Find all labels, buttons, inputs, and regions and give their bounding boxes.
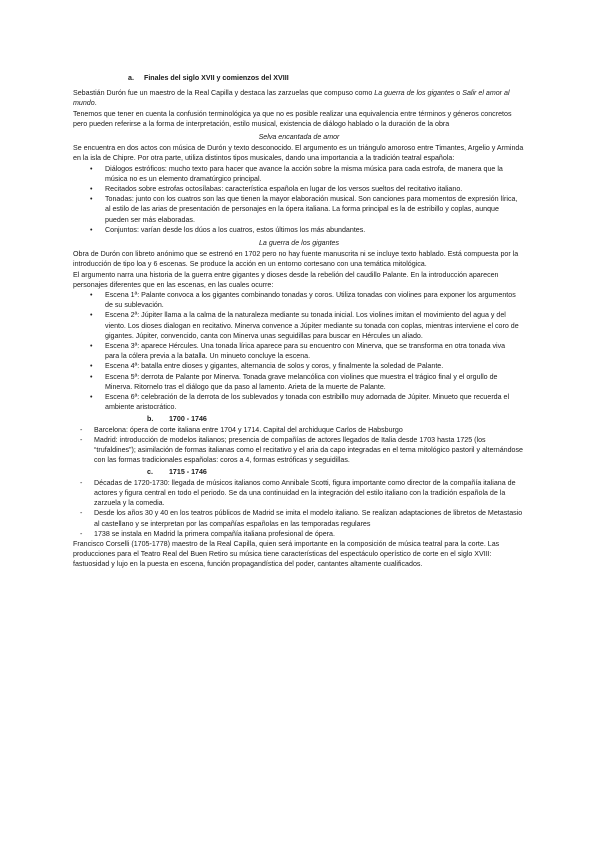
list-item: - Barcelona: ópera de corte italiana entre 1704 y 1714. Capital del archiduque Carlos de Habsburgo xyxy=(73,425,525,435)
selva-paragraph: Se encuentra en dos actos con música de Durón y texto desconocido. El argumento es un triángulo amoroso entre Timantes, Argelio y Arminda en la isla de Chipre. Por otra parte, utiliza distintos tipos musicales, dando una importancia a la tradición teatral española: xyxy=(73,144,524,163)
list-item: - Décadas de 1720-1730: llegada de músicos italianos como Annibale Scotti, figura importante como director de la compañía italiana de actores y figura central en todo el periodo. Se da una continuidad en la integración del estilo italiano con la tradición española de la zarzuela y la comedia. xyxy=(73,478,525,509)
intro-work-2: Salir el amor al mundo xyxy=(73,89,510,108)
selva-bullet-list xyxy=(73,164,525,235)
guerra-paragraph-1: Obra de Durón con libreto anónimo que se estrenó en 1702 pero no hay fuente manuscrita ni se incluye texto hablado. Está compuesta por la introducción de tipo loa y 6 escenas. Se produce la acción en un entorno cortesano con una temática mitológica. xyxy=(73,250,519,269)
heading-section-a xyxy=(73,73,525,83)
intro-paragraph xyxy=(73,88,525,108)
intro-mid: o xyxy=(454,89,463,98)
guerra-bullet-list xyxy=(73,290,525,412)
heading-c-text: 1715 - 1746 xyxy=(168,467,207,476)
section-c-list xyxy=(73,478,525,539)
heading-a-label: a. xyxy=(128,74,134,82)
intro-end: . xyxy=(94,99,97,108)
list-item: • Escena 2ª: Júpiter llama a la calma de la naturaleza mediante su tonada inicial. Los violines imitan el movimiento del agua y del viento. Los dioses dialogan en recitativo. Minerva convence a Júpiter mediante su tonada con coplas, mientras interviene el coro de gigantes. Júpiter, convencido, canta con Minerva unas seguidillas para buscar en Hércules un aliado. xyxy=(73,310,525,341)
list-item: - Madrid: introducción de modelos italianos; presencia de compañías de actores llegados de Italia desde 1703 hasta 1725 (los “trufaldines”); asimilación de formas italianas como el recitativo y el aria da capo integradas en el tema mitológico pastoril y alternándose con las formas tradicionales españolas: coros a 4, formas estróficas y seguidillas. xyxy=(73,435,525,466)
heading-section-b xyxy=(73,414,525,424)
terminology-paragraph: Tenemos que tener en cuenta la confusión terminológica ya que no es posible realizar una equivalencia entre términos y géneros concretos pero pueden referirse a la forma de interpretación, estilo musical, existencia de diálogo hablado o la duración de la obra xyxy=(73,109,512,128)
list-item: • Escena 6ª: celebración de la derrota de los sublevados y tonada con estribillo muy adornada de Júpiter. Minueto que recuerda el ambiente aristocrático. xyxy=(73,392,525,412)
list-item: - Desde los años 30 y 40 en los teatros públicos de Madrid se imita el modelo italiano. Se realizan adaptaciones de libretos de Metastasio al castellano y se interpretan por las compañías españolas en las temporadas regulares xyxy=(73,508,525,528)
heading-section-c xyxy=(73,467,525,477)
guerra-title: La guerra de los gigantes xyxy=(258,239,340,248)
document-content xyxy=(73,73,525,570)
selva-title: Selva encantada de amor xyxy=(258,133,340,142)
list-item: • Tonadas: junto con los cuatros son las que tienen la mayor elaboración musical. Son canciones para momentos de expresión lírica, al estilo de las arias de presentación de personajes en la ópera italiana. La forma principal es la de estribillo y coplas, aunque pueden ser más elaboradas. xyxy=(73,194,525,225)
heading-b-text: 1700 - 1746 xyxy=(168,414,207,423)
list-item: • Escena 5ª: derrota de Palante por Minerva. Tonada grave melancólica con violines que muestra el trágico final y el orgullo de Minerva. Ritornelo tras el diálogo que da paso al lamento. Arieta de la muerte de Palante. xyxy=(73,372,525,392)
list-item: • Escena 1ª: Palante convoca a los gigantes combinando tonadas y coros. Utiliza tonadas con violines para exponer los argumentos de su sublevación. xyxy=(73,290,525,310)
heading-c-label: c. xyxy=(147,467,153,476)
intro-lead: Sebastián Durón fue un maestro de la Real Capilla y destaca las zarzuelas que compuso como xyxy=(73,89,375,98)
list-item: • Conjuntos: varían desde los dúos a los cuatros, estos últimos los más abundantes. xyxy=(73,225,525,235)
intro-work-1: La guerra de los gigantes xyxy=(374,89,455,98)
heading-a-text: Finales del siglo XVII y comienzos del XVIII xyxy=(143,74,289,82)
list-item: • Escena 4ª: batalla entre dioses y gigantes, alternancia de solos y coros, y finalmente la soledad de Palante. xyxy=(73,361,525,371)
list-item: - 1738 se instala en Madrid la primera compañía italiana profesional de ópera. xyxy=(73,529,525,539)
guerra-paragraph-2: El argumento narra una historia de la guerra entre gigantes y dioses desde la rebelión del caudillo Palante. En la introducción aparecen personajes diferentes que en las escenas, en las cuales ocurre: xyxy=(73,270,499,289)
list-item: • Diálogos estróficos: mucho texto para hacer que avance la acción sobre la misma música para cada estrofa, de manera que la música no es un elemento dramatúrgico principal. xyxy=(73,164,525,184)
heading-b-label: b. xyxy=(147,414,154,423)
section-b-list xyxy=(73,425,525,466)
list-item: • Escena 3ª: aparece Hércules. Una tonada lírica aparece para su encuentro con Minerva, que se transforma en otra tonada viva para la cólera previa a la batalla. Un minueto concluye la escena. xyxy=(73,341,525,361)
corselli-paragraph: Francisco Corselli (1705-1778) maestro de la Real Capilla, quien será importante en la composición de música teatral para la corte. Las producciones para el Teatro Real del Buen Retiro su música tiene características del espectáculo operístico de corte en el siglo XVIII: fastuosidad y lujo en la puesta en escena, función propagandística del poder, cantantes altamente cualificados. xyxy=(73,539,500,569)
list-item: • Recitados sobre estrofas octosílabas: característica española en lugar de los versos sueltos del recitativo italiano. xyxy=(73,184,525,194)
